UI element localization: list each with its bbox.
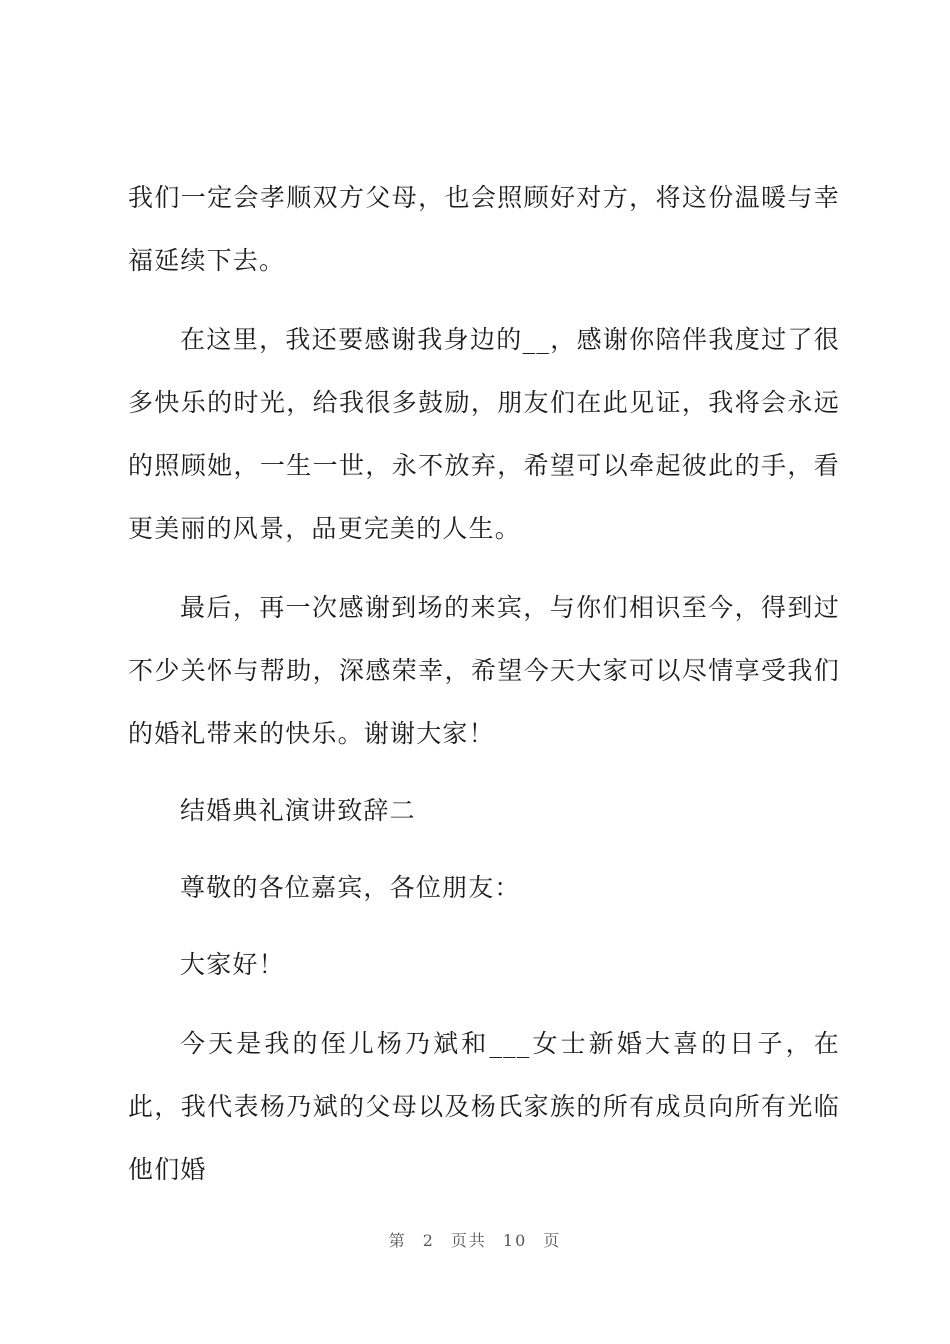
section-heading: 结婚典礼演讲致辞二 (180, 796, 416, 825)
paragraph-speech-opening: 今天是我的侄儿杨乃斌和___女士新婚大喜的日子，在此，我代表杨乃斌的父母以及杨氏家族的所有成员向所有光临他们婚 (128, 1029, 840, 1184)
document-body (128, 166, 840, 1201)
current-page-number: 2 (422, 1231, 435, 1250)
salutation: 尊敬的各位嘉宾，各位朋友： (180, 873, 521, 902)
greeting: 大家好！ (180, 950, 285, 979)
total-page-count: 10 (502, 1231, 528, 1250)
page-label-suffix: 页 (543, 1231, 562, 1250)
paragraph-closing-thanks: 最后，再一次感谢到场的来宾，与你们相识至今，得到过不少关怀与帮助，深感荣幸，希望今天大家可以尽情享受我们的婚礼带来的快乐。谢谢大家！ (128, 593, 840, 748)
page-label-prefix: 第 (388, 1231, 407, 1250)
page-footer (0, 1228, 950, 1251)
page-label-middle: 页共 (450, 1231, 487, 1250)
paragraph-thanks-partner: 在这里，我还要感谢我身边的__，感谢你陪伴我度过了很多快乐的时光，给我很多鼓励，朋友们在此见证，我将会永远的照顾她，一生一世，永不放弃，希望可以牵起彼此的手，看更美丽的风景，品更完美的人生。 (128, 325, 840, 543)
paragraph-continuation: 我们一定会孝顺双方父母，也会照顾好对方，将这份温暖与幸福延续下去。 (128, 183, 840, 275)
